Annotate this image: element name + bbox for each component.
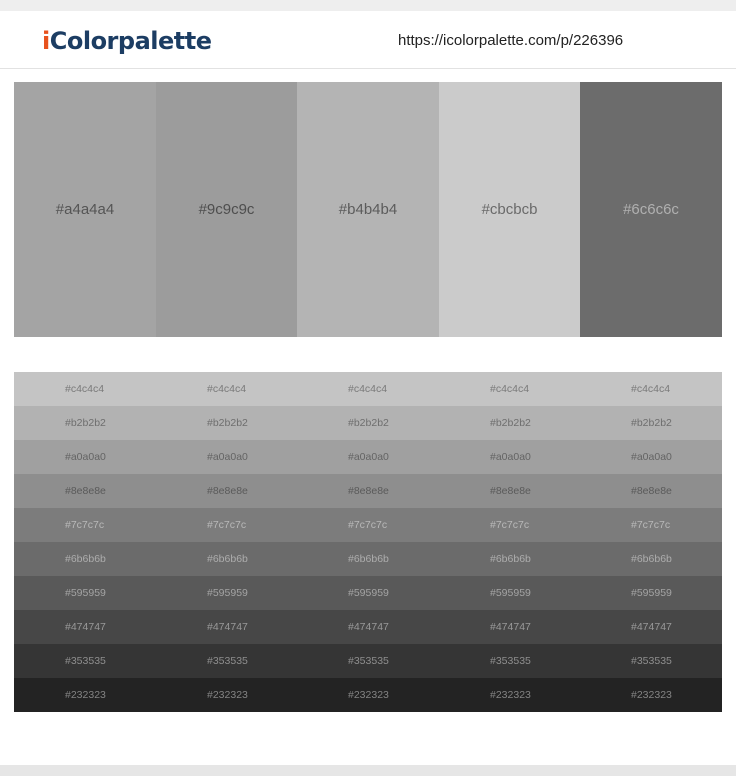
shade-cell[interactable]: #6b6b6b: [631, 553, 672, 565]
page-url: https://icolorpalette.com/p/226396: [398, 32, 624, 49]
shade-cell[interactable]: #8e8e8e: [207, 485, 248, 497]
shade-cell[interactable]: #595959: [207, 587, 248, 599]
shade-row: [14, 678, 722, 712]
swatch-hex-label: #6c6c6c: [623, 201, 679, 218]
shade-row: [14, 508, 722, 542]
shade-cell[interactable]: #8e8e8e: [348, 485, 389, 497]
shade-cell[interactable]: #595959: [65, 587, 106, 599]
shade-cell[interactable]: #474747: [631, 621, 672, 633]
shade-cell[interactable]: #7c7c7c: [207, 519, 247, 531]
shade-cell[interactable]: #474747: [348, 621, 389, 633]
shade-cell[interactable]: #232323: [490, 689, 531, 701]
shade-row: [14, 576, 722, 610]
shade-cell[interactable]: #7c7c7c: [631, 519, 671, 531]
swatch-hex-label: #9c9c9c: [198, 201, 255, 218]
shade-cell[interactable]: #b2b2b2: [348, 417, 389, 429]
site-header: [0, 11, 736, 69]
palette-swatch[interactable]: [156, 82, 297, 337]
shade-cell[interactable]: #c4c4c4: [490, 383, 530, 395]
shade-row: [14, 610, 722, 644]
swatch-hex-label: #a4a4a4: [55, 201, 115, 218]
shade-row: [14, 542, 722, 576]
shade-cell[interactable]: #b2b2b2: [490, 417, 531, 429]
shade-row: [14, 406, 722, 440]
logo-i: i: [42, 27, 50, 55]
bottom-strip: [0, 765, 736, 776]
site-logo[interactable]: [42, 26, 212, 56]
shade-cell[interactable]: #474747: [207, 621, 248, 633]
palette-swatch[interactable]: [297, 82, 439, 337]
palette-swatch[interactable]: [580, 82, 722, 337]
shade-cell[interactable]: #7c7c7c: [348, 519, 388, 531]
shade-cell[interactable]: #595959: [490, 587, 531, 599]
shade-cell[interactable]: #8e8e8e: [490, 485, 531, 497]
shade-cell[interactable]: #353535: [207, 655, 248, 667]
palette-swatch[interactable]: [14, 82, 156, 337]
shade-cell[interactable]: #353535: [631, 655, 672, 667]
shade-row: [14, 644, 722, 678]
shade-cell[interactable]: #c4c4c4: [65, 383, 105, 395]
shade-cell[interactable]: #595959: [348, 587, 389, 599]
shade-cell[interactable]: #c4c4c4: [348, 383, 388, 395]
shade-cell[interactable]: #474747: [490, 621, 531, 633]
shade-cell[interactable]: #a0a0a0: [631, 451, 672, 463]
shade-cell[interactable]: #b2b2b2: [631, 417, 672, 429]
shade-cell[interactable]: #232323: [348, 689, 389, 701]
shade-row: [14, 440, 722, 474]
palette-strip: [14, 82, 722, 337]
shade-row: [14, 474, 722, 508]
shade-cell[interactable]: #8e8e8e: [65, 485, 106, 497]
shade-cell[interactable]: #353535: [490, 655, 531, 667]
shade-row: [14, 372, 722, 406]
shade-cell[interactable]: #c4c4c4: [631, 383, 671, 395]
shade-cell[interactable]: #a0a0a0: [490, 451, 531, 463]
palette-swatch[interactable]: [439, 82, 580, 337]
shade-cell[interactable]: #232323: [631, 689, 672, 701]
swatch-hex-label: #cbcbcb: [481, 201, 538, 218]
shade-cell[interactable]: #a0a0a0: [65, 451, 106, 463]
shade-cell[interactable]: #6b6b6b: [490, 553, 531, 565]
swatch-hex-label: #b4b4b4: [338, 201, 398, 218]
shade-cell[interactable]: #474747: [65, 621, 106, 633]
shade-cell[interactable]: #a0a0a0: [348, 451, 389, 463]
shade-cell[interactable]: #b2b2b2: [65, 417, 106, 429]
shade-cell[interactable]: #595959: [631, 587, 672, 599]
shade-cell[interactable]: #7c7c7c: [490, 519, 530, 531]
shade-cell[interactable]: #6b6b6b: [65, 553, 106, 565]
shade-cell[interactable]: #353535: [348, 655, 389, 667]
shade-cell[interactable]: #232323: [207, 689, 248, 701]
shade-cell[interactable]: #8e8e8e: [631, 485, 672, 497]
shade-cell[interactable]: #a0a0a0: [207, 451, 248, 463]
logo-text: Colorpalette: [49, 27, 212, 55]
shade-cell[interactable]: #232323: [65, 689, 106, 701]
shade-cell[interactable]: #c4c4c4: [207, 383, 247, 395]
shades-grid: [14, 372, 722, 712]
shade-cell[interactable]: #6b6b6b: [348, 553, 389, 565]
shade-cell[interactable]: #b2b2b2: [207, 417, 248, 429]
top-strip: [0, 0, 736, 11]
shade-cell[interactable]: #353535: [65, 655, 106, 667]
shade-cell[interactable]: #6b6b6b: [207, 553, 248, 565]
shade-cell[interactable]: #7c7c7c: [65, 519, 105, 531]
